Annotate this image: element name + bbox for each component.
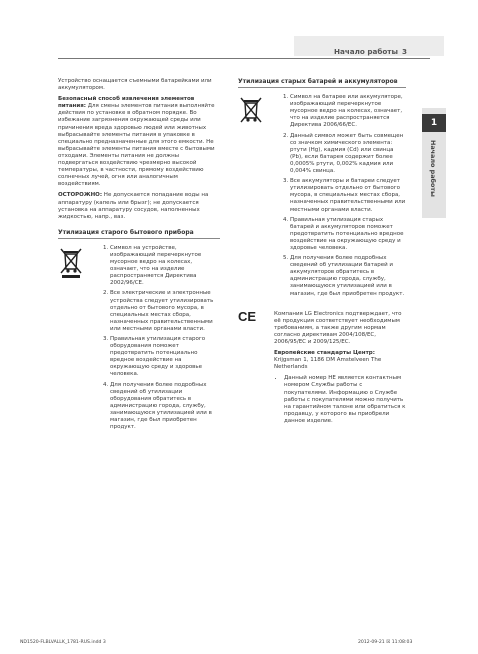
weee-bin-icon	[58, 245, 94, 434]
list-item: 1. Символ на устройстве, изображающий перечеркнутое мусорное ведро на колесах, означает, что на изделие распространяется Директива 2002/96/CE.	[110, 245, 220, 288]
list-item: 2. Данный символ может быть совмещен со значком химического элемента: ртути (Hg), кадмия (Cd) или свинца (Pb), если батарея содержит более 0,0005% ртути, 0,002% кадмия или 0,004% свинца.	[290, 133, 406, 176]
caution-title: ОСТОРОЖНО:	[58, 192, 103, 199]
list-item: 2. Все электрические и электронные устройства следует утилизировать отдельно от бытового мусора, в специальных местах сбора, назначенных правительственными или местными органами власти.	[110, 290, 220, 333]
battery-title: Безопасный способ извлечения элементов питания:	[58, 96, 195, 110]
header-rule	[58, 58, 430, 59]
right-column	[238, 78, 406, 425]
list-item: 1. Символ на батарее или аккумуляторе, изображающий перечеркнутое мусорное ведро на колесах, означает, что на изделие распространяется Директива 2006/66/EC.	[290, 94, 406, 129]
ce-mark-icon: CE	[238, 308, 257, 324]
intro-text: Устройство оснащается съемными батарейками или аккумулятором.	[58, 78, 212, 92]
battery-text: Для смены элементов питания выполняйте действия по установке в обратном порядке. Во избежание загрязнения окружающей среды или причинения вреда здоровью людей или животных выбрасывайте элементы питания в упаковке в специально предназначенные для этого емкости. Не выбрасывайте элементы питания вместе с бытовыми отходами. Элементы питания не должны подвергаться воздействию чрезмерно высокой температуры, в частности, прямому воздействию солнечных лучей, огня или аналогичным воздействиям.	[58, 103, 215, 188]
batteries-block	[238, 94, 406, 301]
eu-address: Krijgsman 1, 1186 DM Amstelveen The Netherlands	[274, 357, 382, 371]
list-item: • Данный номер НЕ является контактным номером Службы работы с покупателями. Информацию о Службе работы с покупателями можно получить на гарантийном талоне или обратиться к продавцу, у которого вы приобрели данное изделие.	[284, 375, 406, 425]
eu-list	[274, 375, 406, 425]
list-item: 3. Правильная утилизация старого оборудования поможет предотвратить потенциально вредное воздействие на окружающую среду и здоровье человека.	[110, 336, 220, 379]
chapter-number: 1	[422, 114, 446, 132]
disposal-title: Утилизация старого бытового прибора	[58, 229, 220, 239]
page-number: 3	[402, 47, 408, 56]
caution-text: Не допускается попадание воды на аппаратуру (капель или брызг); не допускается установка на аппаратуру сосудов, наполненных жидкостью, напр., ваз.	[58, 192, 209, 220]
left-column	[58, 78, 220, 434]
caution-paragraph	[58, 192, 220, 220]
disposal-block	[58, 245, 220, 434]
chapter-tab	[422, 108, 446, 218]
chapter-label: Начало работы	[429, 140, 437, 197]
footer-file: ND1520-FLBLVALLK_1781-RUS.indd 3	[20, 640, 106, 645]
ce-text: Компания LG Electronics подтверждает, что её продукция соответствует необходимым требованиям, а также другим нормам согласно директивам 2004/108/EC, 2006/95/EC и 2009/125/EC.	[274, 310, 402, 345]
footer-date: 2012-09-21 ☒ 11:08:03	[358, 640, 413, 645]
battery-paragraph	[58, 96, 220, 188]
list-item: 4. Для получения более подробных сведений об утилизации оборудования обратитесь в администрацию города, службу, занимающуюся утилизацией или в магазин, где был приобретен продукт.	[110, 382, 220, 432]
ce-block	[238, 308, 406, 425]
header-title: Начало работы	[334, 47, 398, 56]
list-item: 3. Все аккумуляторы и батареи следует утилизировать отдельно от бытового мусора, в специальных местах сбора, назначенных правительственными или местными органами власти.	[290, 178, 406, 213]
page-header	[0, 0, 478, 56]
batteries-list	[274, 94, 406, 301]
batteries-title: Утилизация старых батарей и аккумуляторов	[238, 78, 406, 88]
disposal-list	[94, 245, 220, 434]
battery-bin-icon	[238, 94, 274, 301]
list-item: 4. Правильная утилизация старых батарей и аккумуляторов поможет предотвратить потенциально вредное воздействие на окружающую среду и здоровье человека.	[290, 217, 406, 252]
list-item: 5. Для получения более подробных сведений об утилизации батарей и аккумуляторов обратитесь в администрацию города, службу, занимающуюся утилизацией или в магазин, где был приобретен продукт.	[290, 255, 406, 298]
eu-title: Европейские стандарты Центр:	[274, 350, 375, 357]
ce-content	[274, 311, 406, 425]
